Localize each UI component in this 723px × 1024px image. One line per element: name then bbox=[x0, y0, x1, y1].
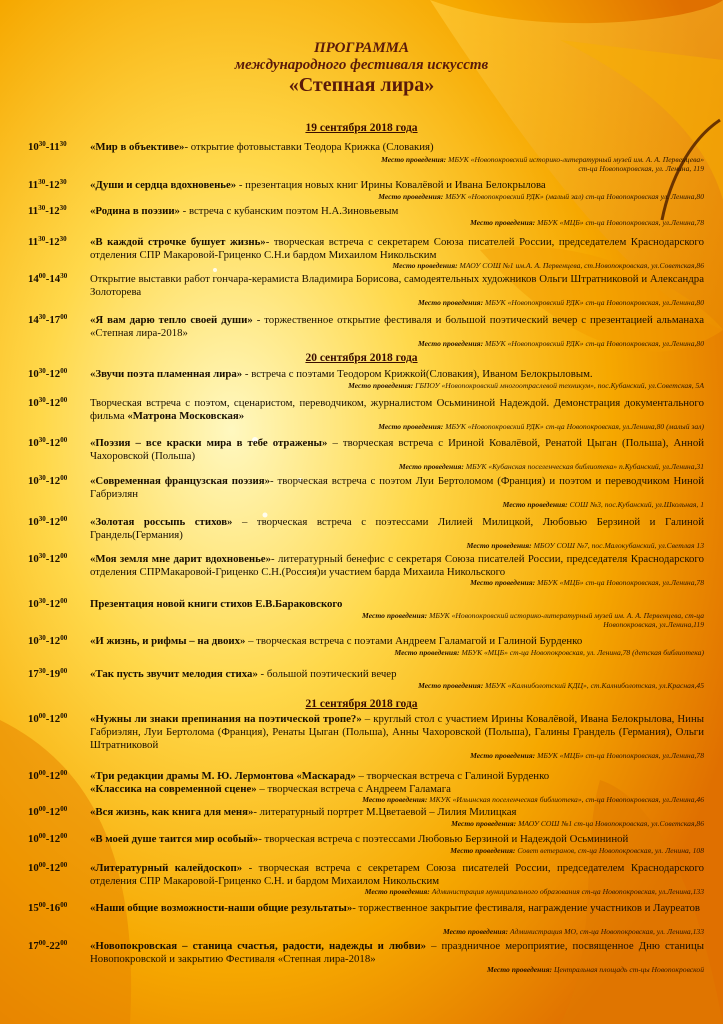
schedule-item bbox=[28, 833, 704, 846]
time-minutes: 00 bbox=[38, 769, 46, 777]
time-hour: 12 bbox=[49, 770, 61, 782]
time-minutes: 00 bbox=[60, 552, 68, 560]
time-minutes: 00 bbox=[38, 272, 46, 280]
event-text: – творческая встреча с Ириной Ковалёвой, Ренатой Цыган (Польша), Анной Чахоровской (Польша) bbox=[90, 437, 704, 463]
schedule-item bbox=[28, 635, 704, 648]
schedule-item bbox=[28, 236, 704, 262]
venue-label: Место проведения: bbox=[364, 887, 430, 896]
event-venue bbox=[365, 887, 704, 896]
event-time: $10^{00}-12^{00}$ bbox=[28, 805, 68, 818]
venue-address-line2: ст-ца Новопокровская, ул. Ленина, 119 bbox=[578, 164, 704, 174]
time-hour: 12 bbox=[49, 806, 61, 818]
venue-address: МБУК «Новопокровский историко-литературный музей им. А. А. Первенцева» bbox=[448, 155, 704, 164]
event-text: - творческая встреча с секретарем Союза писателей России, председателем Краснодарского отделения СПР Макаровой-Гриценко С.Н. и бардом Михаилом Никольским bbox=[90, 862, 704, 888]
venue-address: МБУК «Калниболотский КДЦ», ст.Калниболотская, ул.Красная,45 bbox=[485, 681, 704, 690]
time-hour: 12 bbox=[48, 179, 60, 191]
schedule-item bbox=[28, 516, 704, 542]
event-venue bbox=[487, 965, 704, 974]
event-venue bbox=[362, 611, 704, 630]
venue-label: Место проведения: bbox=[418, 681, 484, 690]
event-time: $11^{30}-12^{30}$ bbox=[28, 178, 67, 191]
event-text: – круглый стол с участием Ирины Ковалёвой, Ивана Белокрылова, Нины Габриэлян, Луи Бертолома (Франция), Ренаты Цыган (Польша), Анны Чахоровской (Польша), Галины Грандель (Германия), Ольги Штратниковой bbox=[90, 713, 704, 752]
time-hour: 12 bbox=[49, 635, 61, 647]
time-hour: 12 bbox=[49, 397, 61, 409]
event-time: $14^{30}-17^{00}$ bbox=[28, 313, 68, 326]
event-title: «Так пусть звучит мелодия стиха» bbox=[90, 668, 258, 680]
time-hour: 11 bbox=[49, 141, 60, 153]
time-hour: 10 bbox=[28, 806, 39, 818]
time-hour: 10 bbox=[28, 635, 39, 647]
event-description bbox=[90, 598, 704, 611]
time-minutes: 00 bbox=[38, 861, 46, 869]
event-title: «Родина в поэзии» bbox=[90, 205, 180, 217]
event-venue bbox=[418, 681, 704, 690]
event-time: $10^{30}-12^{00}$ bbox=[28, 552, 68, 565]
time-hour: 10 bbox=[28, 368, 39, 380]
event-time: $10^{30}-11^{30}$ bbox=[28, 140, 67, 153]
schedule-item bbox=[28, 368, 704, 381]
event-title-secondary: «Матрона Московская» bbox=[127, 410, 245, 423]
venue-label: Место проведения: bbox=[502, 500, 568, 509]
time-minutes: 00 bbox=[60, 597, 68, 605]
venue-address: МКУК «Ильинская поселенческая библиотека», ст-ца Новопокровская, ул.Ленина,46 bbox=[429, 795, 704, 804]
venue-label: Место проведения: bbox=[470, 578, 536, 587]
time-hour: 12 bbox=[49, 553, 61, 565]
event-title: «Души и сердца вдохновенье» bbox=[90, 179, 237, 191]
time-minutes: 00 bbox=[38, 901, 46, 909]
schedule-item bbox=[28, 770, 704, 796]
time-minutes: 30 bbox=[38, 634, 46, 642]
event-description bbox=[90, 368, 704, 381]
event-venue bbox=[399, 462, 704, 471]
venue-address: Администрация муниципального образования ст-ца Новопокровская, ул.Ленина,133 bbox=[431, 887, 704, 896]
time-minutes: 30 bbox=[60, 272, 68, 280]
venue-address: МБУК «МЦБ» ст-ца Новопокровская, ул.Ленина,78 bbox=[537, 751, 704, 760]
event-description bbox=[90, 806, 704, 819]
venue-label: Место проведения: bbox=[378, 422, 444, 431]
time-minutes: 00 bbox=[60, 474, 68, 482]
event-description bbox=[90, 833, 704, 846]
event-time: $10^{30}-12^{00}$ bbox=[28, 515, 68, 528]
schedule-item bbox=[28, 475, 704, 501]
day-heading: 21 сентября 2018 года bbox=[305, 698, 418, 710]
time-hour: 10 bbox=[28, 475, 39, 487]
time-hour: 14 bbox=[28, 314, 39, 326]
time-hour: 10 bbox=[28, 770, 39, 782]
venue-address: МБУК «МЦБ» ст-ца Новопокровская, ул. Ленина,78 (детская библиотека) bbox=[461, 648, 704, 657]
venue-address: МБУК «Новопокровский историко-литературный музей им. А. А. Первенцева, ст-ца bbox=[429, 611, 704, 620]
event-time: $10^{30}-12^{00}$ bbox=[28, 634, 68, 647]
event-text: - открытие фотовыставки Теодора Крижка (Словакия) bbox=[184, 141, 434, 153]
time-hour: 10 bbox=[28, 598, 39, 610]
time-hour: 14 bbox=[49, 273, 61, 285]
event-text: - литературный бенефис с секретаря Союза писателей России, председателя Краснодарского отделения СПРМакаровой-Гриценко С.Н.(Россия)и участием барда Михаила Никольского bbox=[90, 553, 704, 579]
time-hour: 19 bbox=[49, 668, 61, 680]
time-hour: 15 bbox=[28, 902, 39, 914]
time-minutes: 30 bbox=[38, 515, 46, 523]
event-title: «В каждой строчке бушует жизнь» bbox=[90, 236, 266, 248]
event-time: $10^{00}-12^{00}$ bbox=[28, 832, 68, 845]
event-title-secondary: «Классика на современной сцене» bbox=[90, 783, 257, 796]
time-minutes: 00 bbox=[60, 939, 68, 947]
venue-address-line2: Новопокровская, ул.Ленина,119 bbox=[603, 620, 704, 630]
time-hour: 16 bbox=[49, 902, 61, 914]
event-text: - встреча с кубанским поэтом Н.А.Зиновьевым bbox=[179, 205, 399, 217]
schedule-item bbox=[28, 141, 704, 154]
event-text: - встреча с поэтами Теодором Крижкой(Словакия), Иваном Белокрыловым. bbox=[242, 368, 593, 380]
event-title: «Три редакции драмы М. Ю. Лермонтова «Маскарад» bbox=[90, 770, 356, 782]
event-description bbox=[90, 273, 704, 299]
event-time: $10^{30}-12^{00}$ bbox=[28, 597, 68, 610]
time-minutes: 30 bbox=[38, 313, 46, 321]
event-text: - большой поэтический вечер bbox=[257, 668, 397, 680]
event-text: – творческая встреча с поэтами Андреем Галамагой и Галиной Бурденко bbox=[245, 635, 583, 647]
venue-label: Место проведения: bbox=[470, 751, 536, 760]
venue-address: Администрация МО, ст-ца Новопокровская, ул. Ленина,133 bbox=[509, 927, 704, 936]
event-venue bbox=[362, 795, 704, 804]
time-hour: 17 bbox=[49, 314, 61, 326]
event-venue bbox=[467, 541, 704, 550]
venue-label: Место проведения: bbox=[381, 155, 447, 164]
schedule-item bbox=[28, 806, 704, 819]
event-description bbox=[90, 516, 704, 542]
time-hour: 10 bbox=[28, 833, 39, 845]
event-description bbox=[90, 437, 704, 463]
time-hour: 22 bbox=[49, 940, 61, 952]
time-hour: 12 bbox=[49, 437, 61, 449]
event-venue bbox=[381, 155, 704, 174]
time-minutes: 00 bbox=[60, 805, 68, 813]
event-description bbox=[90, 475, 704, 501]
venue-label: Место проведения: bbox=[418, 298, 484, 307]
schedule-item bbox=[28, 273, 704, 299]
venue-address: МБОУ СОШ №7, пос.Малокубанский, ул.Светлая 13 bbox=[533, 541, 704, 550]
time-hour: 17 bbox=[28, 668, 39, 680]
event-venue bbox=[503, 500, 704, 509]
program-heading: ПРОГРАММА bbox=[313, 40, 410, 56]
time-hour: 10 bbox=[28, 862, 39, 874]
event-title: «Мир в объективе» bbox=[90, 141, 185, 153]
event-venue bbox=[418, 339, 704, 348]
venue-label: Место проведения: bbox=[470, 218, 536, 227]
event-time: $15^{00}-16^{00}$ bbox=[28, 901, 68, 914]
event-title: «Наши общие возможности-наши общие результаты» bbox=[90, 902, 353, 914]
venue-label: Место проведения: bbox=[394, 648, 460, 657]
event-venue bbox=[470, 751, 704, 760]
event-time: $17^{00}-22^{00}$ bbox=[28, 939, 68, 952]
event-title: «Моя земля мне дарит вдохновенье» bbox=[90, 553, 271, 565]
venue-label: Место проведения: bbox=[392, 261, 458, 270]
event-title: «В моей душе таится мир особый» bbox=[90, 833, 259, 845]
schedule-item bbox=[28, 397, 704, 423]
event-venue bbox=[451, 819, 704, 828]
venue-address: МБУК «Кубанская поселенческая библиотека» п.Кубанский, ул.Ленина,31 bbox=[465, 462, 704, 471]
time-minutes: 00 bbox=[60, 436, 68, 444]
event-venue bbox=[450, 846, 704, 855]
time-minutes: 00 bbox=[60, 861, 68, 869]
schedule-item bbox=[28, 598, 704, 611]
event-description bbox=[90, 179, 704, 192]
event-text: – творческая встреча с поэтессами Лилией Милицкой, Любовью Берзиной и Галиной Грандель(Германия) bbox=[90, 516, 704, 542]
event-title: «Новопокровская – станица счастья, радости, надежды и любви» bbox=[90, 940, 427, 952]
event-description bbox=[90, 713, 704, 753]
schedule-item bbox=[28, 902, 704, 915]
event-description bbox=[90, 940, 704, 966]
event-description bbox=[90, 236, 704, 262]
day-heading: 20 сентября 2018 года bbox=[305, 352, 418, 364]
time-hour: 10 bbox=[28, 713, 39, 725]
event-title: «Поэзия – все краски мира в тебе отражены» bbox=[90, 437, 328, 449]
time-minutes: 30 bbox=[38, 235, 46, 243]
time-minutes: 00 bbox=[60, 712, 68, 720]
venue-label: Место проведения: bbox=[486, 965, 553, 974]
time-minutes: 00 bbox=[60, 769, 68, 777]
event-text: - творческая встреча с секретарем Союза писателей России, председателем Краснодарского отделения СПР Макаровой-Гриценко С.Н.и бардом Михаилом Никольским bbox=[90, 236, 704, 262]
event-venue bbox=[348, 381, 704, 390]
event-title: «Современная французская поэзия» bbox=[90, 475, 270, 487]
venue-address: МАОУ СОШ №1 ст-ца Новопокровская, ул.Советская,86 bbox=[518, 819, 704, 828]
event-venue bbox=[378, 192, 704, 201]
venue-address: Центральная площадь ст-цы Новопокровской bbox=[553, 965, 704, 974]
event-title: «Нужны ли знаки препинания на поэтической тропе?» bbox=[90, 713, 362, 725]
event-description bbox=[90, 902, 704, 915]
time-hour: 12 bbox=[49, 516, 61, 528]
time-minutes: 30 bbox=[38, 140, 46, 148]
time-minutes: 30 bbox=[38, 178, 46, 186]
event-text: Творческая встреча с поэтом, сценаристом, переводчиком, журналистом Осьмининой Надеждой. Демонстрация документального фильма bbox=[90, 397, 704, 423]
time-minutes: 00 bbox=[60, 396, 68, 404]
schedule-item bbox=[28, 205, 704, 218]
venue-address: МБУК «МЦБ» ст-ца Новопокровская, ул.Ленина,78 bbox=[537, 218, 704, 227]
time-minutes: 00 bbox=[60, 313, 68, 321]
event-title: «Литературный калейдоскоп» bbox=[90, 862, 243, 874]
time-minutes: 30 bbox=[59, 178, 67, 186]
venue-label: Место проведения: bbox=[451, 819, 517, 828]
venue-address: МБУК «Новопокровский РДК» ст-ца Новопокровская, ул.Ленина,80 (малый зал) bbox=[445, 422, 704, 431]
event-time: $17^{30}-19^{00}$ bbox=[28, 667, 68, 680]
day-heading: 19 сентября 2018 года bbox=[305, 122, 418, 134]
event-description bbox=[90, 635, 704, 648]
venue-label: Место проведения: bbox=[450, 846, 516, 855]
event-text: - презентация новых книг Ирины Ковалёвой и Ивана Белокрылова bbox=[236, 179, 546, 191]
program-subheading: международного фестиваля искусств bbox=[234, 57, 489, 73]
time-hour: 12 bbox=[49, 833, 61, 845]
time-minutes: 30 bbox=[38, 367, 46, 375]
time-hour: 12 bbox=[48, 236, 60, 248]
event-title: Презентация новой книги стихов Е.В.Бараковского bbox=[90, 598, 343, 610]
schedule-item bbox=[28, 668, 704, 681]
event-venue bbox=[394, 648, 704, 657]
event-time: $10^{30}-12^{00}$ bbox=[28, 436, 68, 449]
schedule-item bbox=[28, 940, 704, 966]
time-minutes: 30 bbox=[38, 474, 46, 482]
event-venue bbox=[470, 218, 704, 227]
time-minutes: 00 bbox=[60, 832, 68, 840]
venue-label: Место проведения: bbox=[418, 339, 484, 348]
time-hour: 12 bbox=[49, 713, 61, 725]
event-description bbox=[90, 862, 704, 888]
venue-address: МБУК «Новопокровский РДК» (малый зал) ст-ца Новопокровская ул. Ленина,80 bbox=[445, 192, 704, 201]
venue-address: ГБПОУ «Новопокровский многоотраслевой техникум», пос.Кубанский, ул.Советская, 5А bbox=[415, 381, 704, 390]
venue-label: Место проведения: bbox=[398, 462, 464, 471]
event-text: - торжественное открытие фестиваля и большой поэтический вечер с презентацией альманаха «Степная лира-2018» bbox=[90, 314, 705, 340]
event-description bbox=[90, 553, 704, 579]
venue-label: Место проведения: bbox=[442, 927, 509, 936]
event-text: – творческая встреча с Галиной Бурденко bbox=[355, 770, 550, 782]
schedule-item bbox=[28, 862, 704, 888]
event-description bbox=[90, 314, 704, 340]
time-hour: 11 bbox=[28, 205, 39, 217]
schedule-item bbox=[28, 314, 704, 340]
event-title: «Звучи поэта пламенная лира» bbox=[90, 368, 243, 380]
time-minutes: 00 bbox=[60, 515, 68, 523]
schedule-item bbox=[28, 713, 704, 753]
time-hour: 12 bbox=[49, 368, 61, 380]
event-title: «И жизнь, и рифмы – на двоих» bbox=[90, 635, 246, 647]
venue-address: МБУК «Новопокровский РДК» ст-ца Новопокровская, ул.Ленина,80 bbox=[485, 298, 704, 307]
time-minutes: 00 bbox=[60, 367, 68, 375]
time-minutes: 00 bbox=[38, 712, 46, 720]
time-hour: 11 bbox=[28, 179, 39, 191]
time-hour: 14 bbox=[28, 273, 39, 285]
event-time: $10^{30}-12^{00}$ bbox=[28, 396, 68, 409]
time-hour: 10 bbox=[28, 516, 39, 528]
time-minutes: 30 bbox=[38, 436, 46, 444]
event-title: «Вся жизнь, как книга для меня» bbox=[90, 806, 254, 818]
venue-label: Место проведения: bbox=[348, 381, 414, 390]
event-description bbox=[90, 141, 704, 154]
time-hour: 11 bbox=[28, 236, 39, 248]
venue-label: Место проведения: bbox=[362, 795, 428, 804]
schedule-item bbox=[28, 179, 704, 192]
event-title: «Золотая россыпь стихов» bbox=[90, 516, 233, 528]
event-text: Открытие выставки работ гончара-керамиста Владимира Борисова, самодеятельных художников Ольги Штратниковой и Александра Золоторева bbox=[90, 273, 704, 299]
event-text: - творческая встреча с поэтом Луи Бертоломом (Франция) и поэтом и переводчиком Ниной Габриэлян bbox=[90, 475, 704, 501]
time-hour: 12 bbox=[49, 475, 61, 487]
festival-name: «Степная лира» bbox=[288, 74, 435, 96]
time-minutes: 30 bbox=[59, 204, 67, 212]
event-time: $10^{30}-12^{00}$ bbox=[28, 474, 68, 487]
event-text: - торжественное закрытие фестиваля, награждение участников и Лауреатов bbox=[352, 902, 701, 914]
event-text-secondary: – творческая встреча с Андреем Галамага bbox=[256, 783, 451, 796]
time-hour: 10 bbox=[28, 141, 39, 153]
time-minutes: 30 bbox=[38, 667, 46, 675]
time-hour: 12 bbox=[48, 205, 60, 217]
time-minutes: 30 bbox=[38, 597, 46, 605]
event-description bbox=[90, 668, 704, 681]
event-venue bbox=[393, 261, 704, 270]
venue-label: Место проведения: bbox=[466, 541, 532, 550]
event-venue bbox=[378, 422, 704, 431]
venue-address: МБУК «МЦБ» ст-ца Новопокровская, ул.Ленина,78 bbox=[537, 578, 704, 587]
venue-label: Место проведения: bbox=[378, 192, 444, 201]
event-venue bbox=[418, 298, 704, 307]
time-minutes: 00 bbox=[60, 901, 68, 909]
event-time: $11^{30}-12^{30}$ bbox=[28, 235, 67, 248]
time-minutes: 30 bbox=[38, 396, 46, 404]
event-text: – праздничное мероприятие, посвященное Дню станицы Новопокровской и закрытию Фестиваля «Степная лира-2018» bbox=[90, 940, 704, 966]
event-text: - литературный портрет М.Цветаевой – Лилия Милицкая bbox=[253, 806, 517, 818]
venue-address: СОШ №3, пос.Кубанский, ул.Школьная, 1 bbox=[569, 500, 704, 509]
time-minutes: 00 bbox=[38, 805, 46, 813]
event-time: $11^{30}-12^{30}$ bbox=[28, 204, 67, 217]
time-minutes: 30 bbox=[59, 235, 67, 243]
time-hour: 10 bbox=[28, 397, 39, 409]
schedule-item bbox=[28, 553, 704, 579]
venue-address: МАОУ СОШ №1 им.А. А. Первенцева, ст.Новопокровская, ул.Советская,86 bbox=[459, 261, 704, 270]
time-minutes: 00 bbox=[38, 832, 46, 840]
event-description bbox=[90, 397, 704, 423]
event-text: - творческая встреча с поэтессами Любовью Берзиной и Надеждой Осьмининой bbox=[258, 833, 629, 845]
venue-address: МБУК «Новопокровский РДК» ст-ца Новопокровская, ул.Ленина,80 bbox=[485, 339, 704, 348]
event-time: $10^{00}-12^{00}$ bbox=[28, 769, 68, 782]
time-hour: 10 bbox=[28, 437, 39, 449]
time-minutes: 00 bbox=[60, 634, 68, 642]
schedule-item bbox=[28, 437, 704, 463]
time-minutes: 00 bbox=[38, 939, 46, 947]
event-venue bbox=[443, 927, 704, 936]
event-time: $10^{00}-12^{00}$ bbox=[28, 861, 68, 874]
time-minutes: 30 bbox=[38, 552, 46, 560]
event-description bbox=[90, 205, 704, 218]
time-minutes: 00 bbox=[60, 667, 68, 675]
time-minutes: 30 bbox=[59, 140, 67, 148]
time-hour: 12 bbox=[49, 598, 61, 610]
time-hour: 12 bbox=[49, 862, 61, 874]
event-title: «Я вам дарю тепло своей души» bbox=[90, 314, 253, 326]
time-minutes: 30 bbox=[38, 204, 46, 212]
event-description bbox=[90, 770, 704, 796]
event-venue bbox=[470, 578, 704, 587]
venue-address: Совет ветеранов, ст-ца Новопокровская, ул. Ленина, 108 bbox=[517, 846, 704, 855]
event-time: $10^{00}-12^{00}$ bbox=[28, 712, 68, 725]
time-hour: 17 bbox=[28, 940, 39, 952]
venue-label: Место проведения: bbox=[362, 611, 428, 620]
event-time: $14^{00}-14^{30}$ bbox=[28, 272, 68, 285]
event-time: $10^{30}-12^{00}$ bbox=[28, 367, 68, 380]
time-hour: 10 bbox=[28, 553, 39, 565]
